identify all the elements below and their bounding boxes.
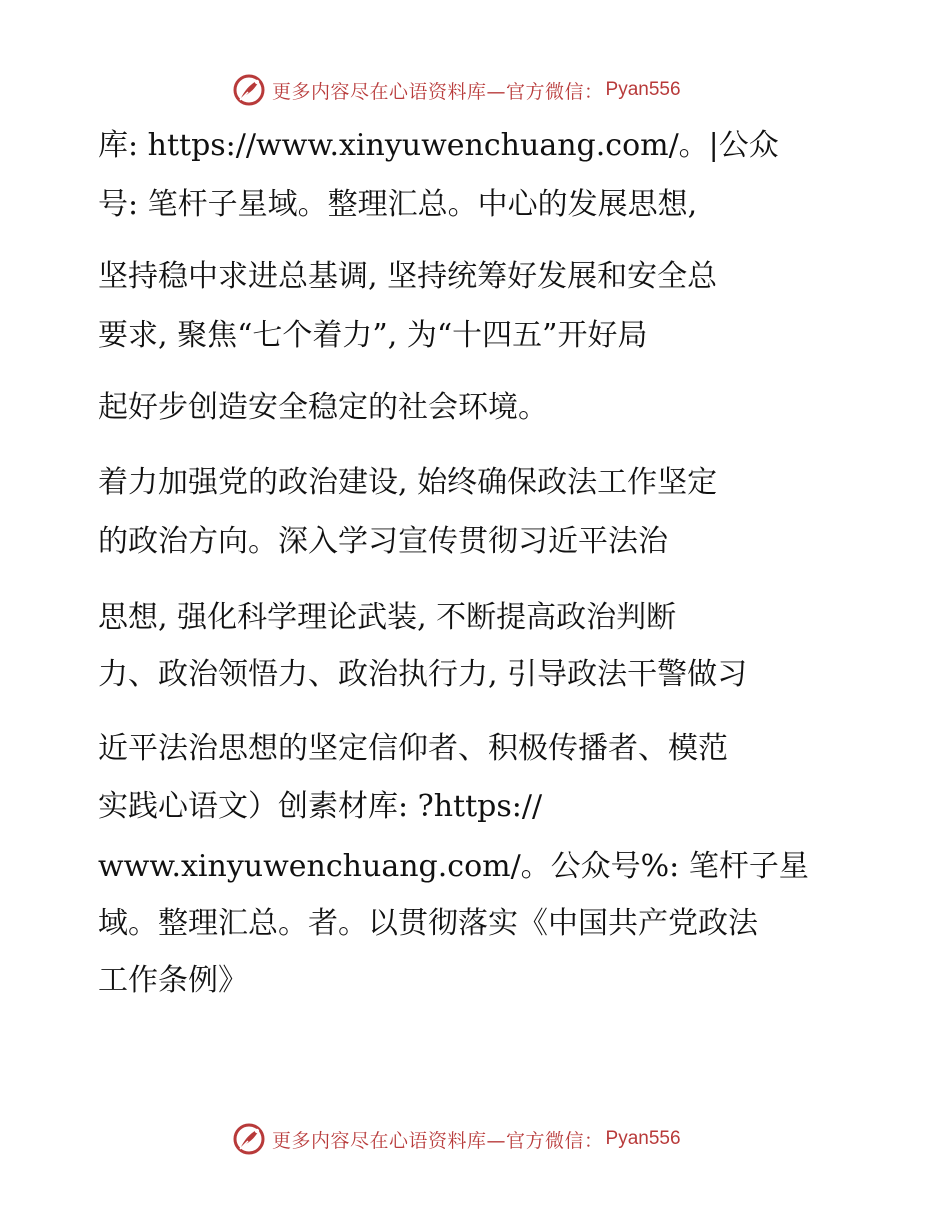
footer-banner-text: 更多内容尽在心语资料库—官方微信： xyxy=(272,1129,604,1152)
feather-quill-logo-icon xyxy=(232,1122,266,1156)
header-banner xyxy=(232,70,732,110)
body-line: 起好步创造安全稳定的社会环境。 xyxy=(98,390,548,425)
body-line: 力、政治领悟力、政治执行力, 引导政法干警做习 xyxy=(98,657,748,692)
footer-wechat-id: Pyan556 xyxy=(605,1128,681,1149)
body-line: www.xinyuwenchuang.com/。公众号%: 笔杆子星 xyxy=(98,849,809,884)
body-line: 坚持稳中求进总基调, 坚持统筹好发展和安全总 xyxy=(98,259,718,294)
body-line: 思想, 强化科学理论武装, 不断提高政治判断 xyxy=(98,600,677,635)
body-line: 要求, 聚焦“七个着力”, 为“十四五”开好局 xyxy=(98,318,648,353)
body-line: 工作条例》 xyxy=(98,963,248,998)
footer-banner xyxy=(232,1119,732,1159)
body-line: 的政治方向。深入学习宣传贯彻习近平法治 xyxy=(98,524,668,559)
body-line: 着力加强党的政治建设, 始终确保政法工作坚定 xyxy=(98,465,718,500)
header-wechat-id: Pyan556 xyxy=(605,79,681,100)
feather-quill-logo-icon xyxy=(232,73,266,107)
body-line: 库: https://www.xinyuwenchuang.com/。|公众 xyxy=(98,128,779,163)
body-line: 号: 笔杆子星域。整理汇总。中心的发展思想, xyxy=(98,187,698,222)
body-line: 实践心语文）创素材库: ?https:// xyxy=(98,789,543,824)
body-line: 域。整理汇总。者。以贯彻落实《中国共产党政法 xyxy=(98,906,758,941)
header-banner-text: 更多内容尽在心语资料库—官方微信： xyxy=(272,80,604,103)
body-line: 近平法治思想的坚定信仰者、积极传播者、模范 xyxy=(98,731,728,766)
